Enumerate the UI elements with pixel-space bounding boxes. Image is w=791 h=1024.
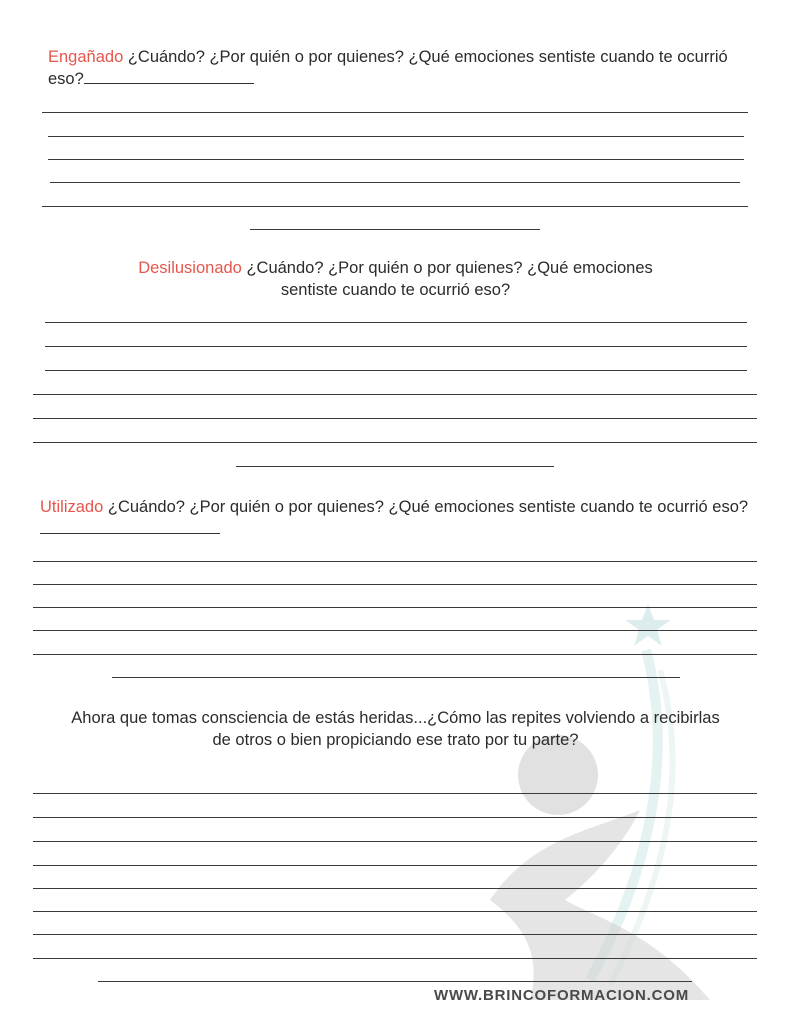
answer-line[interactable] (33, 817, 757, 818)
question-enganado (48, 46, 748, 90)
answer-line[interactable] (42, 206, 748, 207)
keyword-utilizado: Utilizado (40, 498, 104, 516)
question-desilusionado (40, 257, 751, 301)
question-text-utilizado: ¿Cuándo? ¿Por quién o por quienes? ¿Qué emociones sentiste cuando te ocurrió eso? (103, 498, 749, 516)
question-utilizado (40, 496, 755, 540)
keyword-enganado: Engañado (48, 48, 124, 66)
answer-line[interactable] (33, 607, 757, 608)
answer-line[interactable] (33, 793, 757, 794)
figure-body (490, 810, 710, 1000)
star-icon (625, 604, 671, 646)
answer-line[interactable] (33, 442, 757, 443)
answer-line[interactable] (45, 370, 747, 371)
question-text-desilusionado: ¿Cuándo? ¿Por quién o por quienes? ¿Qué emociones sentiste cuando te ocurrió eso? (241, 259, 653, 299)
separator-line (250, 229, 540, 230)
keyword-desilusionado: Desilusionado (138, 259, 242, 277)
answer-line[interactable] (48, 136, 744, 137)
website-footer: WWW.BRINCOFORMACION.COM (434, 987, 690, 1004)
answer-line[interactable] (42, 112, 748, 113)
answer-line[interactable] (45, 346, 747, 347)
separator-line (236, 466, 554, 467)
answer-line[interactable] (33, 584, 757, 585)
answer-line[interactable] (33, 911, 757, 912)
answer-line[interactable] (33, 934, 757, 935)
question-text-enganado: ¿Cuándo? ¿Por quién o por quienes? ¿Qué emociones sentiste cuando te ocurrió eso? (48, 48, 728, 88)
answer-line[interactable] (33, 841, 757, 842)
answer-line[interactable] (33, 654, 757, 655)
answer-line[interactable] (33, 958, 757, 959)
brand-watermark-logo (470, 600, 770, 1000)
answer-line[interactable] (33, 865, 757, 866)
answer-line[interactable] (33, 418, 757, 419)
answer-line[interactable] (33, 394, 757, 395)
final-question: Ahora que tomas consciencia de estás heridas...¿Cómo las repites volviendo a recibirlas de otros o bien propiciando ese trato por tu parte? (71, 709, 720, 749)
answer-line[interactable] (45, 322, 747, 323)
answer-line[interactable] (50, 182, 740, 183)
answer-line[interactable] (33, 630, 757, 631)
answer-line[interactable] (33, 888, 757, 889)
answer-line[interactable] (48, 159, 744, 160)
answer-line[interactable] (33, 561, 757, 562)
separator-line (98, 981, 692, 982)
separator-line (112, 677, 680, 678)
